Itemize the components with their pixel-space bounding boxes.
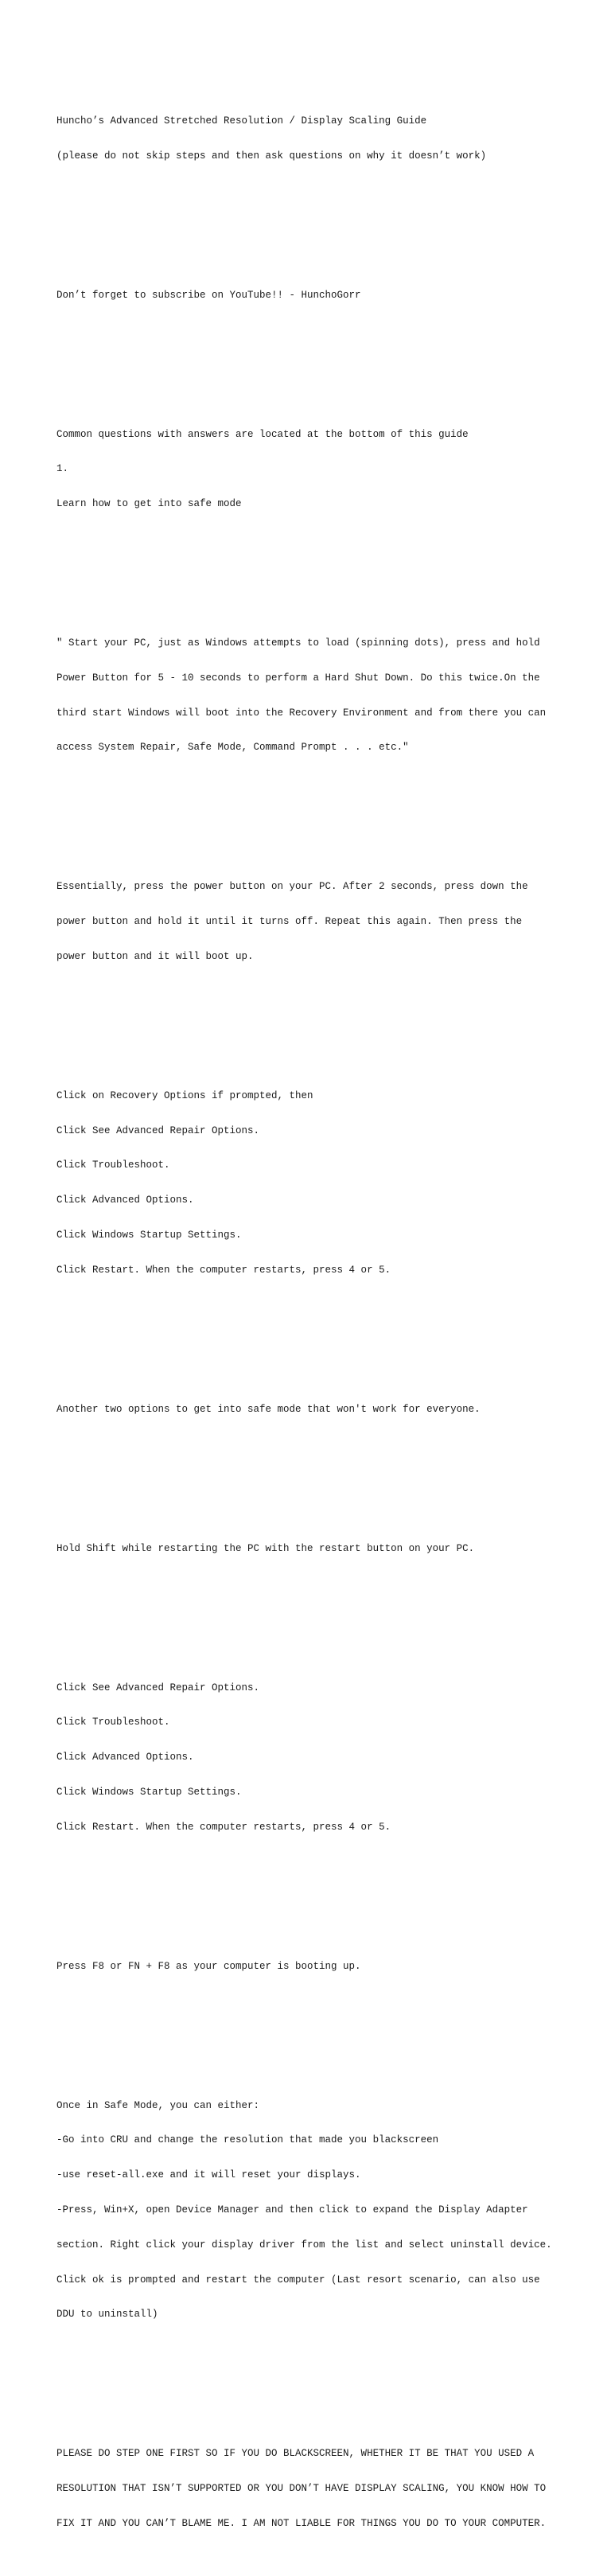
intro-paragraph [56, 405, 597, 533]
list-item: Click Windows Startup Settings. [56, 1786, 242, 1798]
list-item: Click Windows Startup Settings. [56, 1230, 242, 1241]
warning-paragraph [56, 2425, 597, 2553]
list-item: section. Right click your display driver from the list and select uninstall device. [56, 2239, 552, 2251]
quote-line: Power Button for 5 - 10 seconds to perform a Hard Shut Down. Do this twice.On the [56, 672, 540, 684]
shift-steps-list [56, 1658, 597, 1856]
warning-line: FIX IT AND YOU CAN’T BLAME ME. I AM NOT LIABLE FOR THINGS YOU DO TO YOUR COMPUTER. [56, 2517, 547, 2529]
list-item: Click Advanced Options. [56, 1194, 194, 1206]
list-item: Click Advanced Options. [56, 1752, 194, 1763]
document-page [56, 57, 597, 2576]
quote-line: third start Windows will boot into the Recovery Environment and from there you can [56, 707, 547, 719]
list-item: Click ok is prompted and restart the computer (Last resort scenario, can also use [56, 2274, 540, 2286]
warning-line: RESOLUTION THAT ISN’T SUPPORTED OR YOU DON’T HAVE DISPLAY SCALING, YOU KNOW HOW TO [56, 2483, 547, 2495]
warning-line: PLEASE DO STEP ONE FIRST SO IF YOU DO BLACKSCREEN, WHETHER IT BE THAT YOU USED A [56, 2448, 535, 2460]
hold-shift-note [56, 1520, 597, 1578]
recovery-steps-list [56, 1067, 597, 1300]
list-item: Click on Recovery Options if prompted, then [56, 1089, 313, 1101]
list-item: Click See Advanced Repair Options. [56, 1124, 260, 1136]
list-item: Click Troubleshoot. [56, 1717, 170, 1728]
list-item: -Press, Win+X, open Device Manager and then click to expand the Display Adapter [56, 2204, 528, 2216]
safe-mode-options [56, 2076, 597, 2344]
title-subline: (please do not skip steps and then ask questions on why it doesn’t work) [56, 150, 487, 162]
paragraph-line: Hold Shift while restarting the PC with the restart button on your PC. [56, 1542, 475, 1554]
title-line: Huncho’s Advanced Stretched Resolution / Display Scaling Guide [56, 115, 427, 127]
press-f8-note [56, 1938, 597, 1996]
subscribe-line: Don’t forget to subscribe on YouTube!! - HunchoGorr [56, 289, 361, 301]
essentially-paragraph [56, 858, 597, 986]
quote-line: " Start your PC, just as Windows attempts to load (spinning dots), press and hold [56, 637, 540, 649]
list-item: Click Restart. When the computer restarts, press 4 or 5. [56, 1821, 391, 1833]
quote-paragraph [56, 614, 597, 777]
paragraph-line: power button and hold it until it turns off. Repeat this again. Then press the [56, 916, 523, 928]
intro-line: Common questions with answers are located at the bottom of this guide [56, 428, 469, 440]
paragraph-line: Essentially, press the power button on your PC. After 2 seconds, press down the [56, 881, 528, 893]
step-number: 1. [56, 463, 69, 475]
step-heading: Learn how to get into safe mode [56, 498, 242, 510]
list-item: Click Restart. When the computer restarts, press 4 or 5. [56, 1264, 391, 1276]
list-item: DDU to uninstall) [56, 2309, 158, 2321]
list-item: -Go into CRU and change the resolution that made you blackscreen [56, 2134, 439, 2146]
paragraph-line: Another two options to get into safe mode that won't work for everyone. [56, 1403, 481, 1415]
list-item: Click Troubleshoot. [56, 1159, 170, 1171]
another-options-note [56, 1381, 597, 1439]
paragraph-line: Press F8 or FN + F8 as your computer is booting up. [56, 1960, 361, 1972]
quote-line: access System Repair, Safe Mode, Command Prompt . . . etc." [56, 742, 409, 754]
list-item: Click See Advanced Repair Options. [56, 1682, 260, 1693]
subscribe-note [56, 267, 597, 325]
paragraph-line: power button and it will boot up. [56, 950, 254, 962]
list-item: -use reset-all.exe and it will reset your displays. [56, 2169, 361, 2181]
guide-title [56, 92, 597, 185]
list-item: Once in Safe Mode, you can either: [56, 2099, 260, 2111]
